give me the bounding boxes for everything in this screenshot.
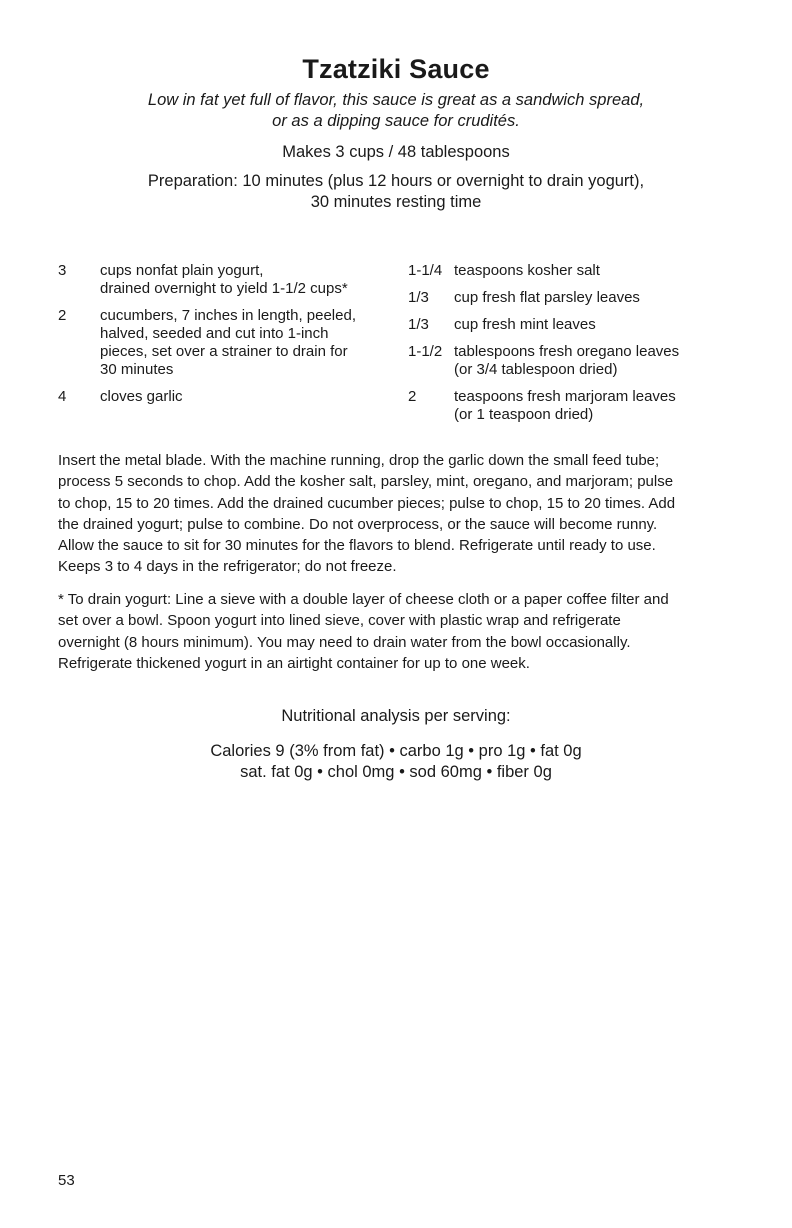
ingredient-item <box>408 262 768 280</box>
ingredient-qty: 1-1/2 <box>408 343 443 360</box>
ingredient-desc <box>454 343 768 379</box>
note-line: * To drain yogurt: Line a sieve with a double layer of cheese cloth or a paper coffee filter and <box>58 591 669 608</box>
ingredient-item <box>408 343 768 379</box>
ingredient-desc <box>100 307 398 379</box>
ingredient-line: 30 minutes <box>100 361 174 378</box>
ingredient-desc <box>100 262 398 298</box>
nutrition-line-1: Calories 9 (3% from fat) • carbo 1g • pro 1g • fat 0g <box>210 742 582 760</box>
ingredient-line: teaspoons kosher salt <box>454 262 600 279</box>
recipe-yield: Makes 3 cups / 48 tablespoons <box>282 143 510 161</box>
ingredient-line: (or 1 teaspoon dried) <box>454 406 594 423</box>
note-line: set over a bowl. Spoon yogurt into lined sieve, cover with plastic wrap and refrigerate <box>58 612 621 630</box>
subtitle-line-2: or as a dipping sauce for crudités. <box>272 112 520 130</box>
note-line: overnight (8 hours minimum). You may need to drain water from the bowl occasionally. <box>58 633 631 651</box>
method-line: Insert the metal blade. With the machine running, drop the garlic down the small feed tube; <box>58 452 660 469</box>
ingredient-item <box>408 388 768 424</box>
recipe-title: Tzatziki Sauce <box>302 54 490 84</box>
note-line: Refrigerate thickened yogurt in an airtight container for up to one week. <box>58 654 530 672</box>
method-line: process 5 seconds to chop. Add the kosher salt, parsley, mint, oregano, and marjoram; pulse <box>58 473 674 491</box>
ingredient-qty: 3 <box>58 262 67 279</box>
method-line: Allow the sauce to sit for 30 minutes for the flavors to blend. Refrigerate until ready to use. <box>58 537 656 555</box>
ingredient-desc <box>454 289 768 307</box>
ingredient-line: pieces, set over a strainer to drain for <box>100 343 348 360</box>
prep-line-2: 30 minutes resting time <box>310 193 482 211</box>
ingredient-qty: 4 <box>58 388 67 405</box>
ingredient-line: drained overnight to yield 1-1/2 cups* <box>100 280 348 297</box>
ingredient-line: cup fresh flat parsley leaves <box>454 289 640 306</box>
ingredient-desc <box>454 388 768 424</box>
nutrition-line-2: sat. fat 0g • chol 0mg • sod 60mg • fiber 0g <box>240 763 552 781</box>
method-line: the drained yogurt; pulse to combine. Do not overprocess, or the sauce will become runny. <box>58 515 658 533</box>
ingredient-line: tablespoons fresh oregano leaves <box>454 343 680 360</box>
ingredient-line: cucumbers, 7 inches in length, peeled, <box>100 307 356 324</box>
ingredient-qty: 1/3 <box>408 316 429 333</box>
ingredient-qty: 2 <box>58 307 67 324</box>
ingredient-desc <box>100 388 398 406</box>
method-line: Keeps 3 to 4 days in the refrigerator; do not freeze. <box>58 558 397 576</box>
ingredient-item <box>408 289 768 307</box>
nutrition-section <box>40 706 752 783</box>
ingredient-item <box>408 316 768 334</box>
ingredient-line: cloves garlic <box>100 388 183 405</box>
prep-line-1: Preparation: 10 minutes (plus 12 hours or overnight to drain yogurt), <box>147 172 645 190</box>
ingredient-desc <box>454 316 768 334</box>
recipe-header <box>40 52 752 213</box>
yogurt-draining-note <box>58 589 738 674</box>
ingredient-item <box>58 262 398 298</box>
page-number: 53 <box>58 1172 75 1189</box>
nutrition-title: Nutritional analysis per serving: <box>281 707 511 725</box>
ingredient-line: cups nonfat plain yogurt, <box>100 262 264 279</box>
ingredient-qty: 2 <box>408 388 417 405</box>
recipe-subtitle <box>40 90 752 132</box>
subtitle-line-1: Low in fat yet full of flavor, this sauce is great as a sandwich spread, <box>147 91 645 109</box>
method-paragraph <box>58 450 738 578</box>
recipe-prep-time <box>40 171 752 213</box>
ingredient-qty: 1/3 <box>408 289 429 306</box>
ingredients-left-column <box>58 262 398 415</box>
ingredients-right-column <box>408 262 768 433</box>
ingredient-item <box>58 307 398 379</box>
ingredient-line: teaspoons fresh marjoram leaves <box>454 388 676 405</box>
ingredient-qty: 1-1/4 <box>408 262 443 279</box>
ingredient-line: cup fresh mint leaves <box>454 316 596 333</box>
ingredient-line: halved, seeded and cut into 1-inch <box>100 325 329 342</box>
method-line: to chop, 15 to 20 times. Add the drained cucumber pieces; pulse to chop, 15 to 20 times. Add <box>58 494 676 512</box>
ingredient-item <box>58 388 398 406</box>
ingredient-line: (or 3/4 tablespoon dried) <box>454 361 618 378</box>
ingredient-desc <box>454 262 768 280</box>
